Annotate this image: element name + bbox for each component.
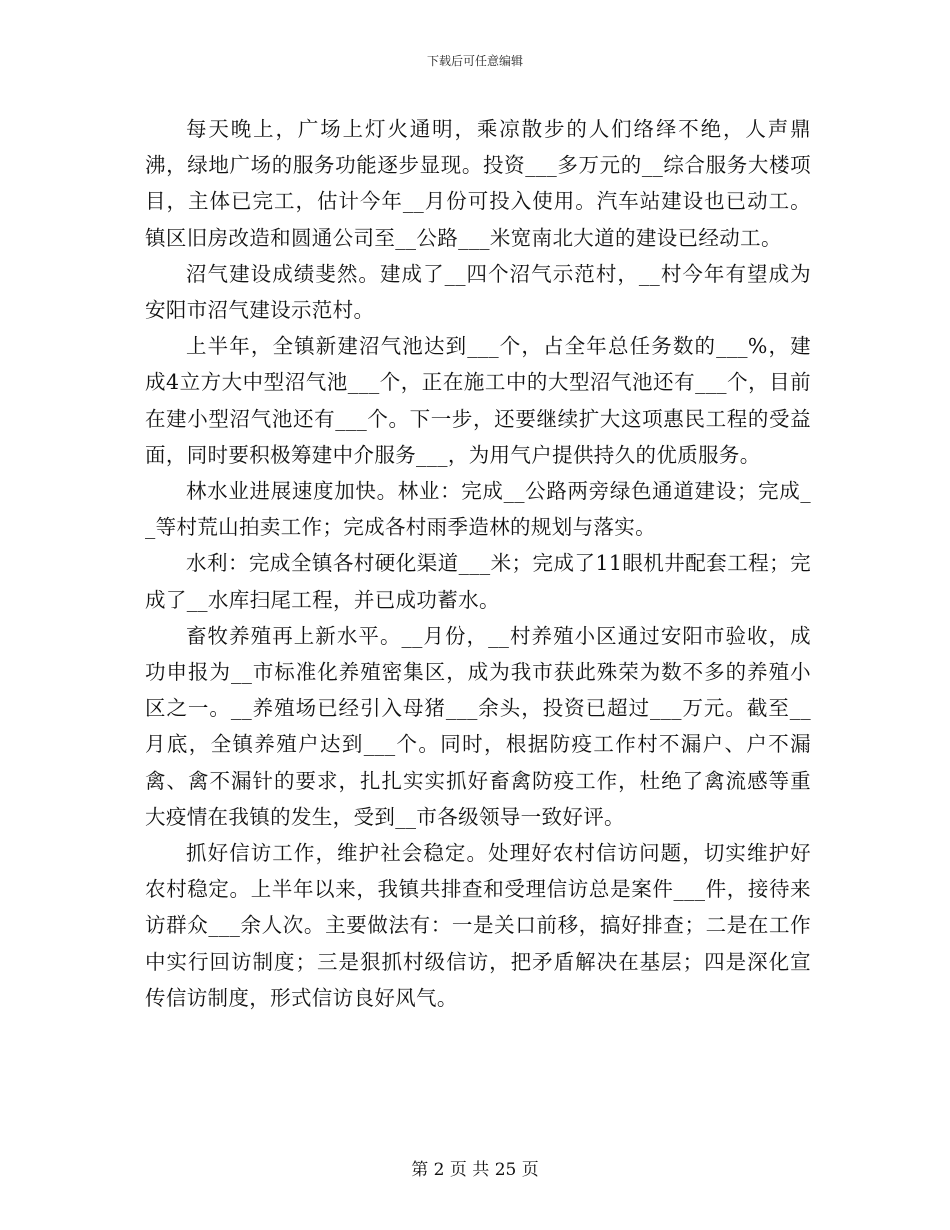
page-header-note: 下载后可任意编辑 (426, 54, 523, 68)
document-body (145, 111, 811, 1016)
paragraph-square-services: 每天晚上，广场上灯火通明，乘凉散步的人们络绎不绝，人声鼎沸，绿地广场的服务功能逐步显现。投资___多万元的__综合服务大楼项目，主体已完工，估计今年__月份可投入使用。汽车站建设也已动工。镇区旧房改造和圆通公司至__公路___米宽南北大道的建设已经动工。 (145, 117, 811, 250)
paragraph-livestock: 畜牧养殖再上新水平。__月份，__村养殖小区通过安阳市验收，成功申报为__市标准化养殖密集区，成为我市获此殊荣为数不多的养殖小区之一。__养殖场已经引入母猪___余头，投资已超过___万元。截至__月底，全镇养殖户达到___个。同时，根据防疫工作村不漏户、户不漏禽、禽不漏针的要求，扎扎实实抓好畜禽防疫工作，杜绝了禽流感等重大疫情在我镇的发生，受到__市各级领导一致好评。 (145, 623, 811, 829)
paragraph-water-conservancy: 水利：完成全镇各村硬化渠道___米；完成了11眼机井配套工程；完成了__水库扫尾工程，并已成功蓄水。 (145, 551, 811, 612)
paragraph-forestry: 林水业进展速度加快。林业：完成__公路两旁绿色通道建设；完成__等村荒山拍卖工作；完成各村雨季造林的规划与落实。 (145, 479, 811, 540)
page-number-footer: 第 2 页 共 25 页 (411, 1160, 539, 1180)
paragraph-petitions: 抓好信访工作，维护社会稳定。处理好农村信访问题，切实维护好农村稳定。上半年以来，我镇共排查和受理信访总是案件___件，接待来访群众___余人次。主要做法有：一是关口前移，搞好排查；二是在工作中实行回访制度；三是狠抓村级信访，把矛盾解决在基层；四是深化宣传信访制度，形式信访良好风气。 (145, 841, 811, 1010)
paragraph-biogas-villages: 沼气建设成绩斐然。建成了__四个沼气示范村，__村今年有望成为安阳市沼气建设示范村。 (145, 261, 811, 323)
paragraph-biogas-pools: 上半年，全镇新建沼气池达到___个，占全年总任务数的___%，建成4立方大中型沼气池___个，正在施工中的大型沼气池还有___个，目前在建小型沼气池还有___个。下一步，还要继续扩大这项惠民工程的受益面，同时要积极筹建中介服务___，为用气户提供持久的优质服务。 (145, 334, 811, 467)
